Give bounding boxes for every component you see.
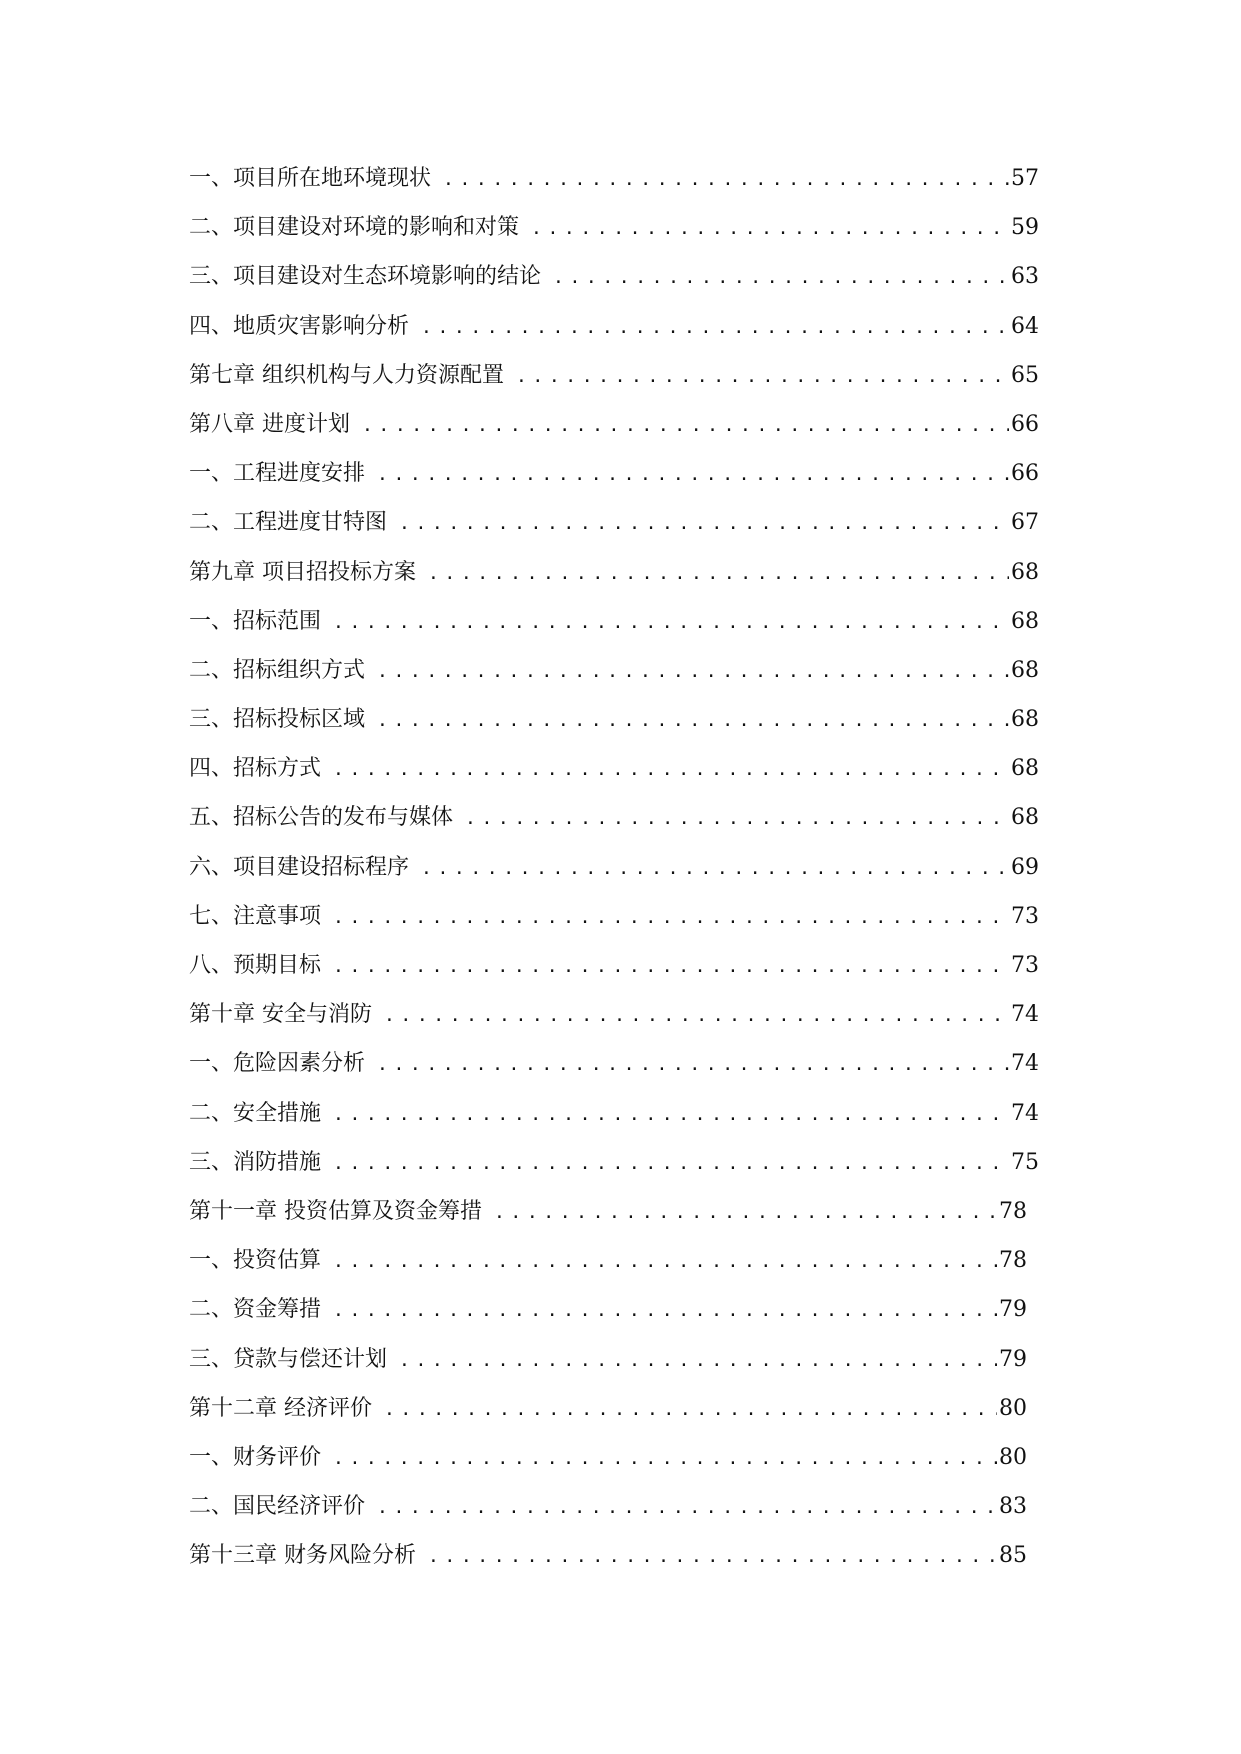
toc-entry-title: 一、招标范围 [189, 608, 322, 634]
toc-page-number: 79 [999, 1297, 1027, 1323]
toc-entry[interactable] [189, 941, 1039, 990]
toc-page-number: 74 [1011, 1002, 1039, 1028]
toc-entry-title: 三、项目建设对生态环境影响的结论 [189, 264, 542, 290]
toc-dot-leader [384, 991, 1009, 1040]
toc-entry-title: 二、国民经济评价 [189, 1494, 366, 1520]
toc-page-number: 64 [1011, 313, 1039, 339]
toc-chapter-entry[interactable] [189, 400, 1039, 449]
toc-dot-leader [494, 1188, 997, 1237]
toc-entry[interactable] [189, 498, 1039, 547]
toc-entry[interactable] [189, 302, 1039, 351]
table-of-contents [189, 154, 1039, 1580]
toc-page-number: 63 [1011, 264, 1039, 290]
toc-chapter-entry[interactable] [189, 351, 1039, 400]
toc-entry-title: 二、项目建设对环境的影响和对策 [189, 215, 520, 241]
toc-dot-leader [465, 794, 1009, 843]
toc-dot-leader [377, 647, 1009, 696]
toc-dot-leader [384, 1385, 997, 1434]
toc-entry[interactable] [189, 597, 1039, 646]
toc-page-number: 74 [1011, 1051, 1039, 1077]
toc-page-number: 59 [1011, 215, 1039, 241]
toc-page-number: 68 [1011, 559, 1039, 585]
toc-dot-leader [333, 942, 1009, 991]
toc-chapter-entry[interactable] [189, 548, 1039, 597]
toc-dot-leader [377, 450, 1009, 499]
toc-entry-title: 第八章 进度计划 [189, 411, 350, 437]
toc-entry[interactable] [189, 1236, 1027, 1285]
toc-entry[interactable] [189, 1285, 1027, 1334]
toc-entry-title: 一、工程进度安排 [189, 461, 366, 487]
toc-entry-title: 四、招标方式 [189, 756, 322, 782]
toc-dot-leader [333, 745, 1009, 794]
toc-entry-title: 六、项目建设招标程序 [189, 854, 410, 880]
toc-dot-leader [333, 1090, 1009, 1139]
toc-chapter-entry[interactable] [189, 1187, 1027, 1236]
toc-entry-title: 三、招标投标区域 [189, 707, 366, 733]
toc-dot-leader [377, 1040, 1009, 1089]
toc-entry-title: 二、工程进度甘特图 [189, 510, 388, 536]
toc-entry-title: 二、资金筹措 [189, 1297, 322, 1323]
toc-page-number: 57 [1011, 166, 1039, 191]
toc-entry[interactable] [189, 646, 1039, 695]
toc-entry-title: 二、安全措施 [189, 1100, 322, 1126]
toc-page-number: 80 [999, 1444, 1027, 1470]
toc-page-number: 68 [1011, 657, 1039, 683]
toc-dot-leader [377, 696, 1009, 745]
toc-chapter-entry[interactable] [189, 990, 1039, 1039]
toc-dot-leader [516, 352, 1009, 401]
toc-entry-title: 一、项目所在地环境现状 [189, 166, 432, 191]
toc-page-number: 83 [999, 1494, 1027, 1520]
toc-entry[interactable] [189, 1433, 1027, 1482]
toc-entry[interactable] [189, 1482, 1027, 1531]
toc-dot-leader [428, 1532, 997, 1581]
toc-dot-leader [377, 1483, 997, 1532]
toc-entry[interactable] [189, 892, 1039, 941]
toc-dot-leader [333, 1237, 997, 1286]
toc-entry-title: 三、贷款与偿还计划 [189, 1346, 388, 1372]
toc-chapter-entry[interactable] [189, 1384, 1027, 1433]
toc-page-number: 78 [999, 1198, 1027, 1224]
toc-dot-leader [333, 1434, 997, 1483]
toc-entry[interactable] [189, 1335, 1027, 1384]
toc-entry-title: 第十一章 投资估算及资金筹措 [189, 1198, 482, 1224]
toc-page-number: 85 [999, 1543, 1027, 1569]
toc-dot-leader [421, 303, 1009, 352]
toc-page-number: 80 [999, 1395, 1027, 1421]
toc-entry-title: 第九章 项目招投标方案 [189, 559, 416, 585]
toc-entry[interactable] [189, 252, 1039, 301]
toc-dot-leader [428, 549, 1009, 598]
toc-entry[interactable] [189, 203, 1039, 252]
toc-page-number: 66 [1011, 411, 1039, 437]
toc-entry-title: 第十三章 财务风险分析 [189, 1543, 416, 1569]
toc-entry-title: 第十章 安全与消防 [189, 1002, 372, 1028]
toc-dot-leader [531, 204, 1009, 253]
toc-entry-title: 五、招标公告的发布与媒体 [189, 805, 454, 831]
toc-chapter-entry[interactable] [189, 1531, 1027, 1580]
toc-entry[interactable] [189, 1138, 1039, 1187]
toc-page-number: 65 [1011, 362, 1039, 388]
toc-entry[interactable] [189, 1089, 1039, 1138]
toc-entry[interactable] [189, 793, 1039, 842]
toc-dot-leader [333, 598, 1009, 647]
toc-dot-leader [399, 1336, 997, 1385]
toc-page-number: 79 [999, 1346, 1027, 1372]
toc-entry[interactable] [189, 744, 1039, 793]
toc-entry[interactable] [189, 154, 1039, 203]
toc-page-number: 68 [1011, 608, 1039, 634]
toc-dot-leader [362, 401, 1009, 450]
toc-page-number: 78 [999, 1248, 1027, 1274]
toc-entry-title: 第七章 组织机构与人力资源配置 [189, 362, 504, 388]
toc-page-number: 66 [1011, 461, 1039, 487]
toc-dot-leader [333, 1139, 1009, 1188]
toc-page-number: 73 [1011, 953, 1039, 978]
toc-page-number: 68 [1011, 707, 1039, 733]
toc-entry[interactable] [189, 1039, 1039, 1088]
toc-page-number: 68 [1011, 756, 1039, 782]
toc-dot-leader [553, 253, 1009, 302]
toc-page-number: 75 [1011, 1149, 1039, 1175]
toc-page-number: 67 [1011, 510, 1039, 536]
toc-page-number: 68 [1011, 805, 1039, 831]
toc-entry-title: 一、财务评价 [189, 1444, 322, 1470]
toc-page-number: 74 [1011, 1100, 1039, 1126]
toc-dot-leader [421, 844, 1009, 893]
toc-entry[interactable] [189, 695, 1039, 744]
toc-entry-title: 二、招标组织方式 [189, 657, 366, 683]
toc-entry-title: 四、地质灾害影响分析 [189, 313, 410, 339]
toc-entry-title: 七、注意事项 [189, 903, 322, 929]
toc-entry-title: 第十二章 经济评价 [189, 1395, 372, 1421]
toc-entry[interactable] [189, 449, 1039, 498]
toc-dot-leader [443, 155, 1009, 204]
toc-page-number: 73 [1011, 903, 1039, 929]
toc-dot-leader [399, 499, 1009, 548]
toc-dot-leader [333, 1286, 997, 1335]
toc-entry-title: 一、投资估算 [189, 1248, 322, 1274]
toc-entry-title: 八、预期目标 [189, 953, 322, 978]
toc-dot-leader [333, 893, 1009, 942]
toc-entry[interactable] [189, 843, 1039, 892]
toc-entry-title: 三、消防措施 [189, 1149, 322, 1175]
toc-page-number: 69 [1011, 854, 1039, 880]
toc-entry-title: 一、危险因素分析 [189, 1051, 366, 1077]
